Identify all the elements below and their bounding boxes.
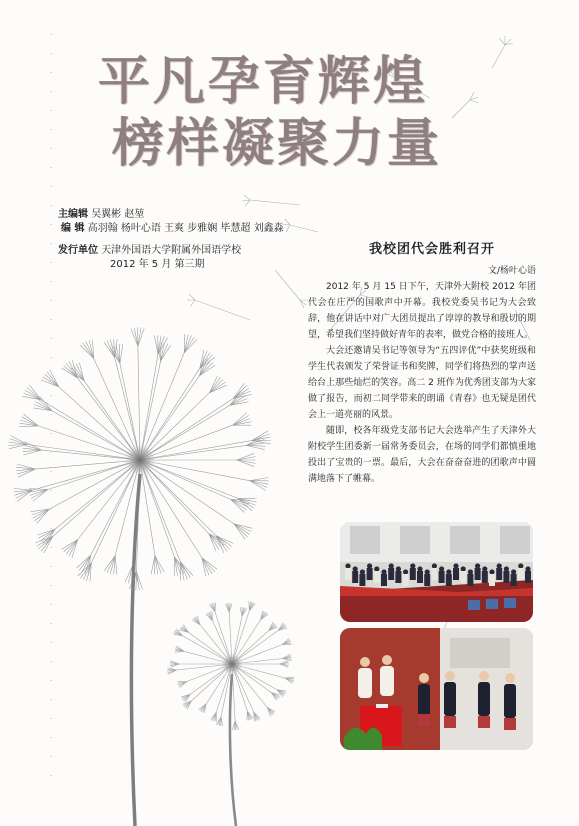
editor-label: 编 辑 (61, 223, 85, 234)
article (308, 238, 536, 487)
article-paragraph: 随即，校各年级党支部书记大会选举产生了天津外大附校学生团委新一届常务委员会，在场的同学们都慎重地投出了宝贵的一票。最后，大会在奋奋奋进的团歌声中圆满地落下了帷幕。 (308, 426, 536, 484)
article-headline: 我校团代会胜利召开 (368, 242, 495, 257)
issue-row (58, 258, 284, 272)
article-paragraph: 2012 年 5 月 15 日下午，天津外大附校 2012 年团代会在庄严的国歌声中开幕。我校党委吴书记为大会致辞，他在讲话中对广大团员提出了谆谆的教导和殷切的期望，希望我们坚持做好青年的表率，做党合格的接班人。 (308, 282, 536, 340)
masthead-line-2: 榜样凝聚力量 (112, 113, 443, 174)
issue-date: 2012 年 5 月 第三期 (110, 259, 205, 270)
photo-assembly-hall (340, 522, 533, 622)
editor-row (58, 222, 284, 236)
article-byline: 文/杨叶心语 (487, 266, 536, 276)
article-paragraph: 大会还邀请吴书记等领导为“五四评优”中获奖班级和学生代表颁发了荣誉证书和奖牌，同学们将热烈的掌声送给台上那些灿烂的笑容。高二 2 班作为优秀团支部为大家做了报告，而初二同学带来的朗诵《青春》也无疑是团代会上一道亮丽的风景。 (308, 346, 536, 420)
masthead-line-1: 平凡孕育辉煌 (98, 51, 429, 112)
publisher-label: 发行单位 (58, 245, 98, 256)
masthead-title (90, 52, 520, 174)
photo-voting-ballot (340, 628, 533, 750)
editor-names: 高羽翰 杨叶心语 王爽 步雅娴 毕慧超 刘鑫淼 (87, 223, 284, 234)
publisher-row (58, 244, 284, 258)
masthead-credits (58, 208, 284, 272)
chief-editor-row (58, 208, 284, 222)
chief-editor-label: 主编辑 (58, 209, 88, 220)
chief-editor-names: 吴翼彬 赵堃 (91, 209, 145, 220)
publisher-name: 天津外国语大学附属外国语学校 (101, 245, 242, 256)
dandelion-illustration (0, 260, 330, 826)
left-margin-marks: . . . . . . . . . . . . . . . . . . . . . . . . . . . . . . . . . . . . . . . . (50, 29, 53, 778)
